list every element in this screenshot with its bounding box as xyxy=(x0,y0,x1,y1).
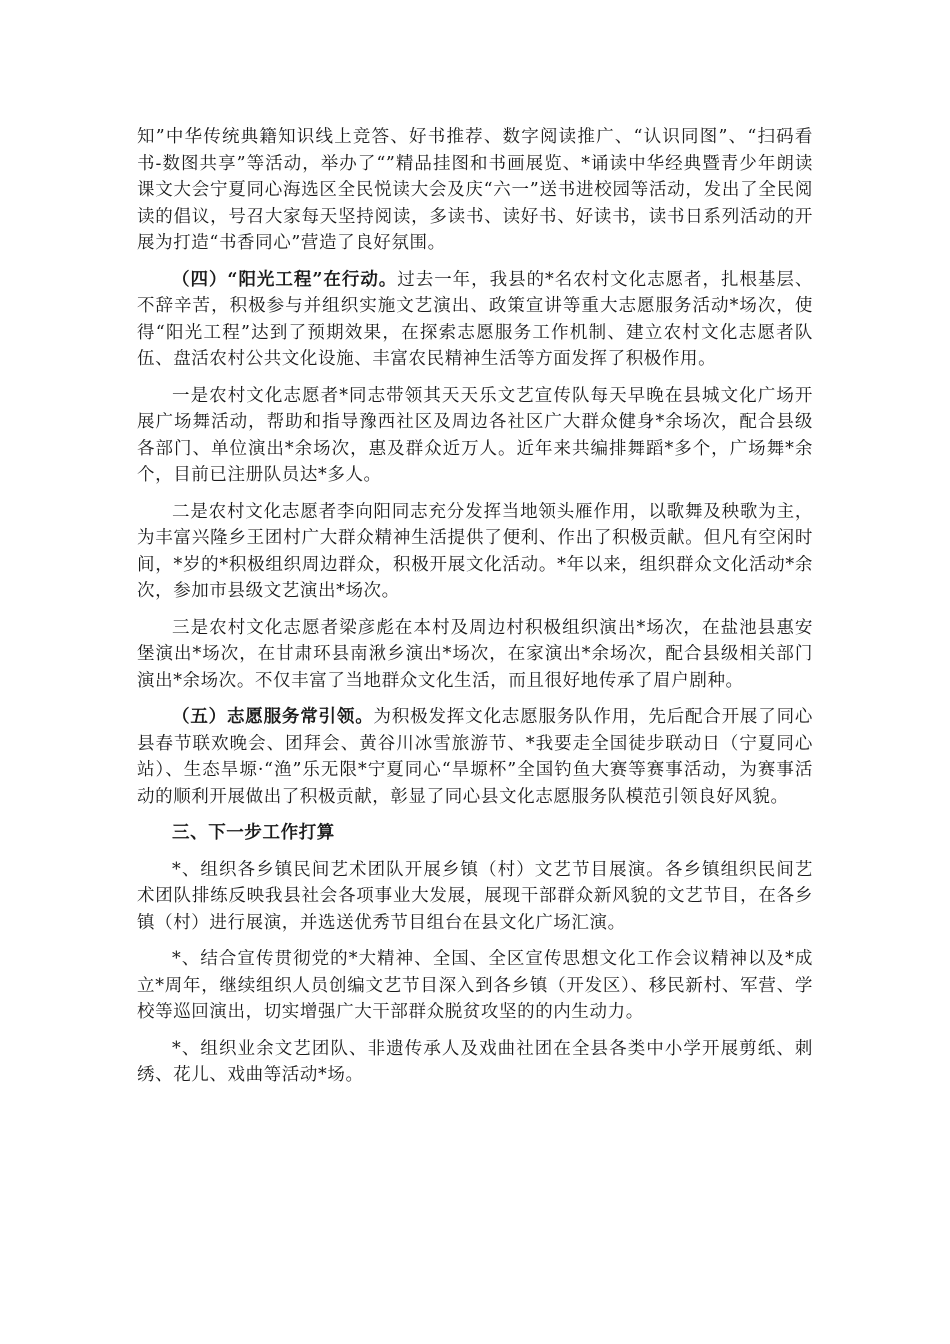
section-4-body: 过去一年，我县的*名农村文化志愿者，扎根基层、不辞辛苦，积极参与并组织实施文艺演出、政策宣讲等重大志愿服务活动*场次，使得“阳光工程”达到了预期效果，在探索志愿服务工作机制、建立农村文化志愿者队伍、盘活农村公共文化设施、丰富农民精神生活等方面发挥了积极作用。 xyxy=(137,269,813,369)
volunteer-two-paragraph: 二是农村文化志愿者李向阳同志充分发挥当地领头雁作用，以歌舞及秧歌为主，为丰富兴隆乡王团村广大群众精神生活提供了便利、作出了积极贡献。但凡有空闲时间，*岁的*积极组织周边群众，积极开展文化活动。*年以来，组织群众文化活动*余次，参加市县级文艺演出*场次。 xyxy=(137,501,813,601)
section-5-body: 为积极发挥文化志愿服务队作用，先后配合开展了同心县春节联欢晚会、团拜会、黄谷川冰雪旅游节、*我要走全国徒步联动日（宁夏同心站）、生态旱塬·“渔”乐无限*宁夏同心“旱塬杯”全国钓鱼大赛等赛事活动，为赛事活动的顺利开展做出了积极贡献，彰显了同心县文化志愿服务队模范引领良好风貌。 xyxy=(137,707,813,807)
section-4-paragraph xyxy=(137,267,813,373)
volunteer-one-paragraph: 一是农村文化志愿者*同志带领其天天乐文艺宣传队每天早晚在县城文化广场开展广场舞活动，帮助和指导豫西社区及周边各社区广大群众健身*余场次，配合县级各部门、单位演出*余场次，惠及群众近万人。近年来共编排舞蹈*多个，广场舞*余个，目前已注册队员达*多人。 xyxy=(137,385,813,485)
plan-item-1: *、组织各乡镇民间艺术团队开展乡镇（村）文艺节目展演。各乡镇组织民间艺术团队排练反映我县社会各项事业大发展，展现干部群众新风貌的文艺节目，在各乡镇（村）进行展演，并选送优秀节目组台在县文化广场汇演。 xyxy=(137,859,813,933)
section-5-paragraph xyxy=(137,704,813,810)
volunteer-three-paragraph: 三是农村文化志愿者梁彦彪在本村及周边村积极组织演出*场次，在盐池县惠安堡演出*场次，在甘肃环县南湫乡演出*场次，在家演出*余场次，配合县级相关部门演出*余场次。不仅丰富了当地群众文化生活，而且很好地传承了眉户剧种。 xyxy=(137,617,813,691)
plan-item-3: *、组织业余文艺团队、非遗传承人及戏曲社团在全县各类中小学开展剪纸、刺绣、花儿、戏曲等活动*场。 xyxy=(137,1038,813,1085)
intro-paragraph: 知”中华传统典籍知识线上竞答、好书推荐、数字阅读推广、“认识同图”、“扫码看书-数图共享”等活动，举办了“”精品挂图和书画展览、*诵读中华经典暨青少年朗读课文大会宁夏同心海选区全民悦读大会及庆“六一”送书进校园等活动，发出了全民阅读的倡议，号召大家每天坚持阅读，多读书、读好书、好读书，读书日系列活动的开展为打造“书香同心”营造了良好氛围。 xyxy=(137,127,813,253)
next-steps-heading: 三、下一步工作打算 xyxy=(172,823,335,843)
document-page xyxy=(137,124,813,1099)
plan-item-2: *、结合宣传贯彻党的*大精神、全国、全区宣传思想文化工作会议精神以及*成立*周年，继续组织人员创编文艺节目深入到各乡镇（开发区）、移民新村、军营、学校等巡回演出，切实增强广大干部群众脱贫攻坚的的内生动力。 xyxy=(137,949,813,1022)
section-5-heading: （五）志愿服务常引领。 xyxy=(172,707,374,727)
section-4-heading: （四）“阳光工程”在行动。 xyxy=(172,269,398,290)
